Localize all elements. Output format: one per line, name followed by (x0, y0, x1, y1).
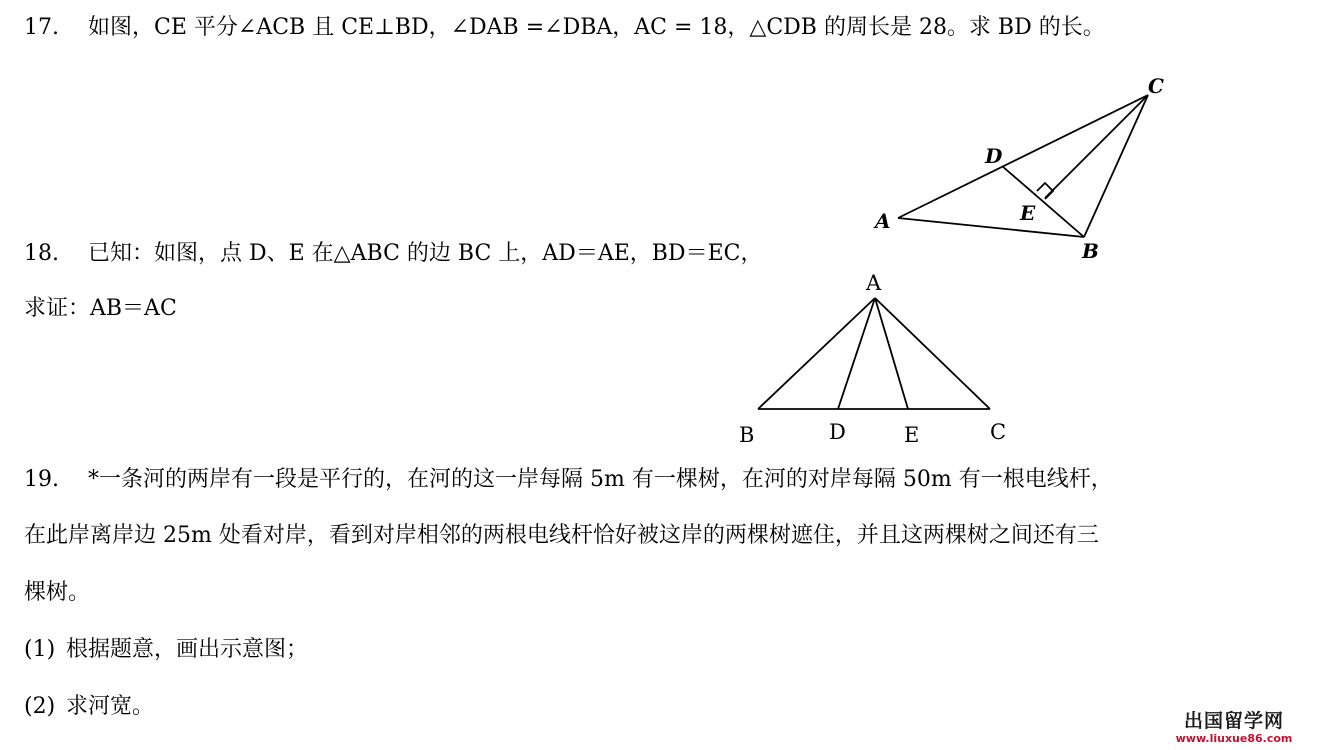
q17-right-angle-mark (1037, 183, 1053, 199)
q19-line-2 (24, 521, 1099, 551)
q17-segment-AB (898, 218, 1084, 237)
q17-label-D: D (985, 144, 1003, 168)
q19-sub1-text: 根据题意，画出示意图； (66, 637, 309, 662)
q17-number: 17. (24, 15, 59, 40)
q18-label-B: B (739, 423, 755, 447)
q17-label-C: C (1148, 74, 1164, 98)
q19-sub2-number: (2) (24, 694, 56, 719)
site-watermark (1164, 710, 1304, 746)
q19-text-line3: 棵树。 (24, 580, 91, 605)
q18-label-D: D (829, 420, 846, 444)
q18-proof-line (24, 294, 177, 324)
q18-label-E: E (904, 423, 920, 447)
q19-text-line2: 在此岸离岸边 25m 处看对岸，看到对岸相邻的两根电线杆恰好被这岸的两棵树遮住，并且这两棵树之间还有三 (24, 523, 1099, 548)
q17-figure (860, 70, 1200, 270)
q17-label-E: E (1020, 201, 1036, 225)
q19-line-3 (24, 578, 90, 608)
q18-number: 18. (24, 241, 59, 266)
q17-segment-AC (898, 95, 1148, 218)
q19-text-line1: *一条河的两岸有一段是平行的，在河的这一岸每隔 5m 有一棵树，在河的对岸每隔 50m 有一根电线杆， (88, 467, 1113, 492)
q19-number: 19. (24, 467, 59, 492)
q17-text: 如图，CE 平分∠ACB 且 CE⊥BD，∠DAB =∠DBA，AC = 18，△CDB 的周长是 28。求 BD 的长。 (88, 15, 1105, 40)
q17-segment-CE (1045, 95, 1148, 198)
q18-proof-text: 求证：AB＝AC (24, 296, 177, 321)
q19-sub1 (24, 635, 308, 665)
q18-text: 已知：如图，点 D、E 在△ABC 的边 BC 上，AD＝AE，BD＝EC， (88, 241, 763, 266)
q17-segment-BD (1002, 166, 1084, 237)
q17-line (24, 13, 1105, 43)
q17-label-B: B (1082, 239, 1099, 263)
q19-sub2 (24, 692, 154, 722)
q17-label-A: A (875, 209, 891, 233)
q18-segment-AB (758, 298, 875, 409)
q19-sub1-number: (1) (24, 637, 56, 662)
q18-label-A: A (866, 271, 882, 295)
watermark-url: www.liuxue86.com (1175, 732, 1293, 745)
watermark-title: 出国留学网 (1183, 710, 1284, 732)
q18-figure (730, 265, 1030, 455)
q18-label-C: C (990, 420, 1007, 444)
q17-segment-BC (1084, 95, 1148, 237)
q19-sub2-text: 求河宽。 (66, 694, 155, 719)
q18-line (24, 239, 762, 269)
q19-line-1 (24, 465, 1113, 495)
